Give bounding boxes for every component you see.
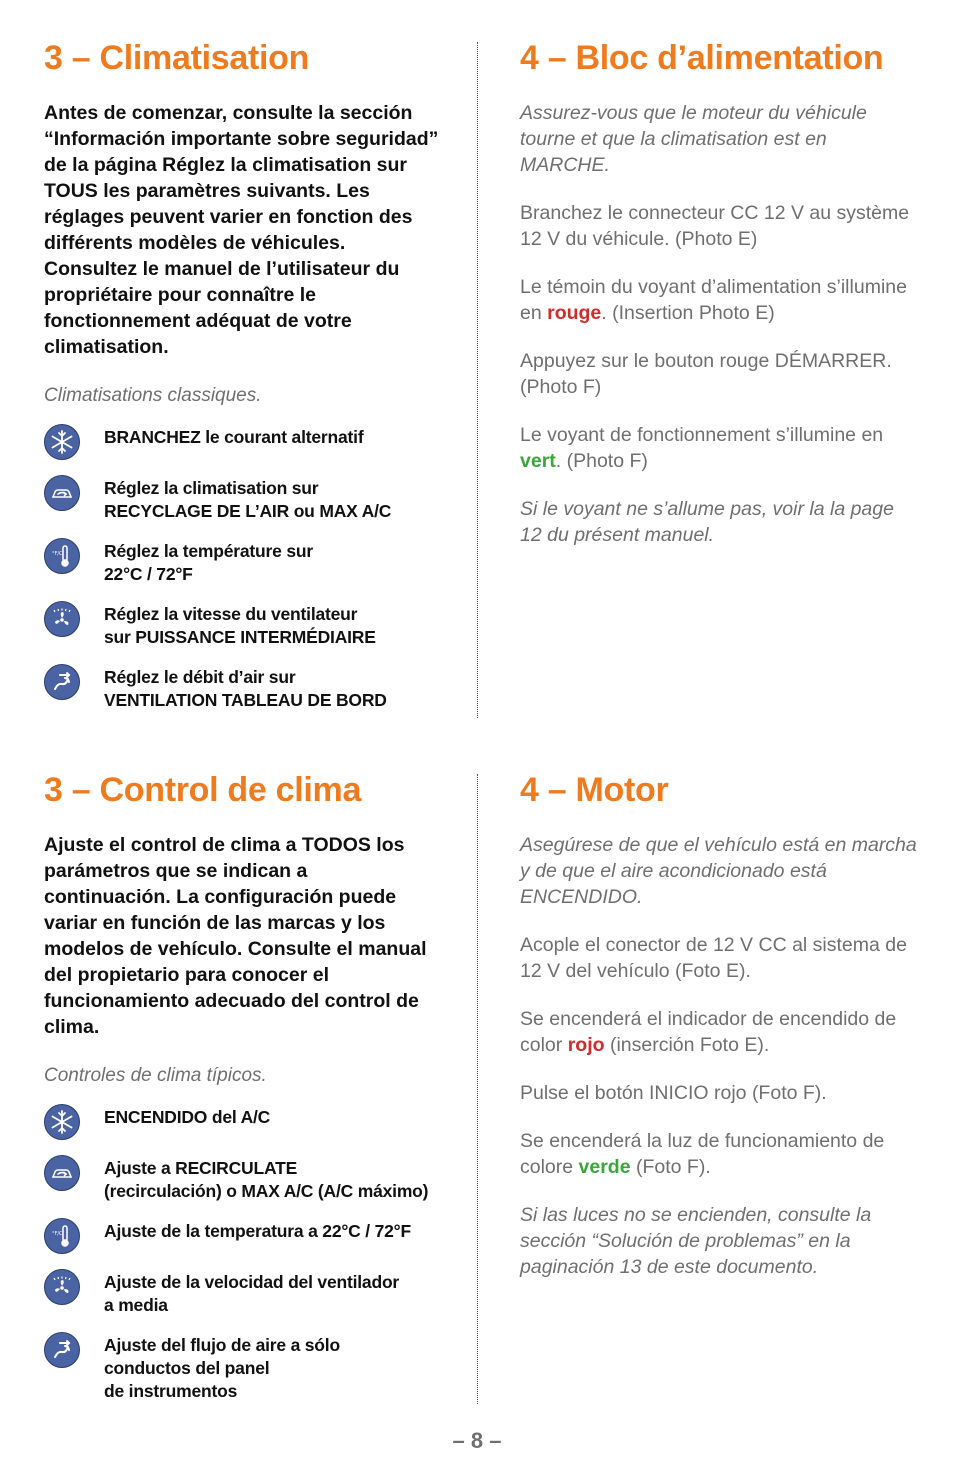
section-intro: Antes de comenzar, consulte la sección “Información importante sobre seguridad” de la página Réglez la climatisation sur TOUS les paramètres suivants. Les réglages peuvent varier en fonction des différents modèles de véhicules. Consultez le manuel de l’utilisateur du propriétaire pour connaître le fonctionnement adéquat de votre climatisation. [44, 102, 439, 358]
green-highlight: verde [578, 1156, 631, 1178]
page-number: – 8 – [452, 1428, 502, 1453]
section-title: 4 – Bloc d’alimentation [520, 39, 884, 77]
section-caption: Climatisations classiques. [44, 385, 262, 406]
settings-list [44, 426, 439, 712]
section-bloc-alimentation [520, 38, 920, 570]
paragraph: Se encenderá la luz de funcionamiento de colore verde (Foto F). [520, 1130, 885, 1178]
item-label: BRANCHEZ le courant alternatif [104, 427, 364, 447]
settings-list [44, 1106, 439, 1403]
thermometer-icon [44, 538, 80, 574]
red-highlight: rojo [567, 1034, 605, 1056]
list-item [44, 1271, 439, 1317]
list-item [44, 1220, 439, 1254]
paragraph: Si le voyant ne s’allume pas, voir la la page 12 du présent manuel. [520, 498, 894, 546]
item-label: Ajuste de la temperatura a 22°C / 72°F [104, 1221, 411, 1241]
item-label: Ajuste de la velocidad del ventilador a media [104, 1272, 400, 1315]
column-divider-bottom [477, 774, 478, 1404]
paragraph: Branchez le connecteur CC 12 V au système 12 V du véhicule. (Photo E) [520, 202, 910, 250]
list-item [44, 666, 439, 712]
item-label: Ajuste del flujo de aire a sólo conductos del panel de instrumentos [104, 1335, 340, 1401]
green-highlight: vert [520, 450, 556, 472]
svg-text:°F/C: °F/C [52, 551, 63, 557]
car-recirculation-icon [44, 1155, 80, 1191]
list-item [44, 1334, 439, 1403]
section-title: 3 – Control de clima [44, 771, 362, 809]
car-recirculation-icon [44, 475, 80, 511]
section-intro: Ajuste el control de clima a TODOS los parámetros que se indican a continuación. La configuración puede variar en función de las marcas y los modelos de vehículo. Consulte el manual del propietario para conocer el funcionamiento adecuado del control de clima. [44, 834, 427, 1038]
paragraph: Le témoin du voyant d’alimentation s’illumine en rouge. (Insertion Photo E) [520, 276, 907, 324]
column-divider-top [477, 42, 478, 718]
thermometer-icon [44, 1218, 80, 1254]
section-title: 4 – Motor [520, 771, 669, 809]
fan-icon [44, 1269, 80, 1305]
paragraph: Se encenderá el indicador de encendido de color rojo (inserción Foto E). [520, 1008, 897, 1056]
item-label: Réglez la climatisation sur RECYCLAGE DE L’AIR ou MAX A/C [104, 478, 392, 521]
section-climatisation [44, 38, 439, 729]
paragraph: Asegúrese de que el vehículo está en marcha y de que el aire acondicionado está ENCENDIDO. [520, 834, 917, 908]
dash-vent-icon [44, 1332, 80, 1368]
item-label: Ajuste a RECIRCULATE (recirculación) o MAX A/C (A/C máximo) [104, 1158, 429, 1201]
list-item [44, 1157, 439, 1203]
list-item [44, 1106, 439, 1140]
paragraph: Si las luces no se encienden, consulte la sección “Solución de problemas” en la paginación 13 de este documento. [520, 1204, 872, 1278]
list-item [44, 477, 439, 523]
paragraph: Assurez-vous que le moteur du véhicule tourne et que la climatisation est en MARCHE. [520, 102, 867, 176]
list-item [44, 426, 439, 460]
paragraph: Le voyant de fonctionnement s’illumine en vert. (Photo F) [520, 424, 884, 472]
list-item [44, 603, 439, 649]
item-label: ENCENDIDO del A/C [104, 1107, 271, 1127]
item-label: Réglez la température sur 22°C / 72°F [104, 541, 313, 584]
section-caption: Controles de clima típicos. [44, 1065, 267, 1086]
item-label: Réglez le débit d’air sur VENTILATION TABLEAU DE BORD [104, 667, 387, 710]
dash-vent-icon [44, 664, 80, 700]
section-control-de-clima [44, 770, 439, 1420]
snowflake-icon [44, 424, 80, 460]
paragraph: Pulse el botón INICIO rojo (Foto F). [520, 1082, 827, 1104]
paragraph: Appuyez sur le bouton rouge DÉMARRER. (Photo F) [520, 350, 892, 398]
section-title: 3 – Climatisation [44, 39, 310, 77]
fan-icon [44, 601, 80, 637]
red-highlight: rouge [547, 302, 602, 324]
svg-text:°F/C: °F/C [52, 1231, 63, 1237]
item-label: Réglez la vitesse du ventilateur sur PUISSANCE INTERMÉDIAIRE [104, 604, 376, 647]
list-item [44, 540, 439, 586]
section-motor [520, 770, 920, 1302]
snowflake-icon [44, 1104, 80, 1140]
paragraph: Acople el conector de 12 V CC al sistema de 12 V del vehículo (Foto E). [520, 934, 907, 982]
